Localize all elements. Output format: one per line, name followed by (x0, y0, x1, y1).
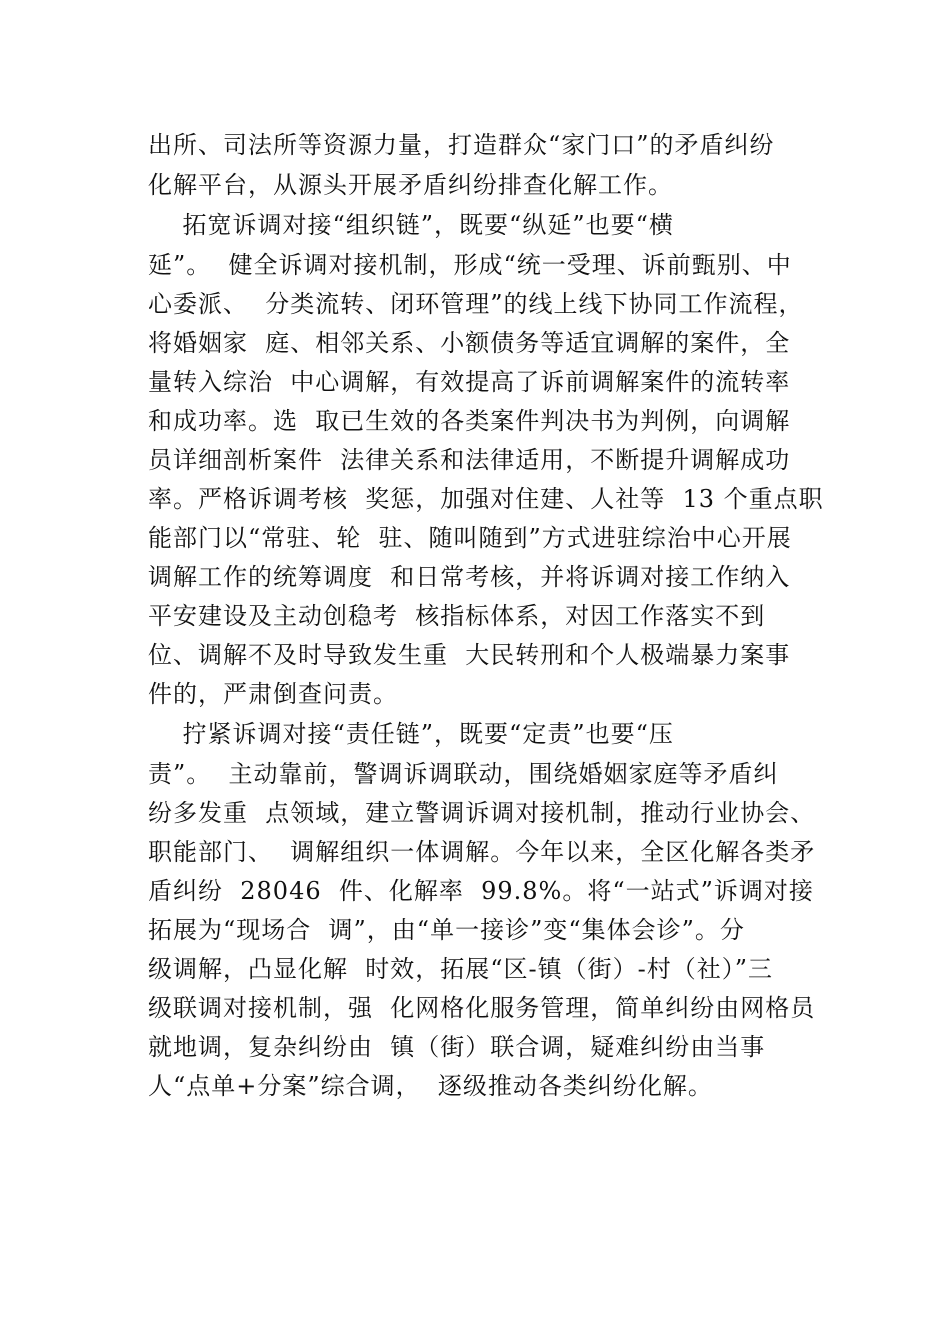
text-line: 量转入综治 中心调解，有效提高了诉前调解案件的流转率 (148, 368, 791, 396)
text-line: 职能部门、 调解组织一体调解。今年以来，全区化解各类矛 (148, 838, 816, 866)
text-line: 率。严格诉调考核 奖惩，加强对住建、人社等 13 个重点职 (148, 485, 824, 513)
text-line: 化解平台，从源头开展矛盾纠纷排查化解工作。 (148, 171, 673, 199)
text-line: 人“点单+分案”综合调， 逐级推动各类纠纷化解。 (148, 1072, 713, 1100)
text-line: 心委派、 分类流转、闭环管理”的线上线下协同工作流程， (148, 290, 804, 318)
text-line: 和成功率。选 取已生效的各类案件判决书为判例，向调解 (148, 407, 791, 435)
text-line: 员详细剖析案件 法律关系和法律适用，不断提升调解成功 (148, 446, 791, 474)
text-line: 延”。 健全诉调对接机制，形成“统一受理、诉前甄别、中 (148, 251, 792, 279)
text-line: 出所、司法所等资源力量，打造群众“家门口”的矛盾纠纷 (148, 131, 775, 159)
text-line: 拧紧诉调对接“责任链”，既要“定责”也要“压 (148, 720, 674, 748)
text-line: 件的，严肃倒查问责。 (148, 680, 398, 708)
text-line: 级联调对接机制，强 化网格化服务管理，简单纠纷由网格员 (148, 994, 816, 1022)
text-line: 级调解，凸显化解 时效，拓展“区-镇（街）-村（社）”三 (148, 955, 774, 983)
text-line: 盾纠纷 28046 件、化解率 99.8%。将“一站式”诉调对接 (148, 877, 814, 905)
text-line: 平安建设及主动创稳考 核指标体系，对因工作落实不到 (148, 602, 766, 630)
text-line: 将婚姻家 庭、相邻关系、小额债务等适宜调解的案件，全 (148, 329, 791, 357)
text-line: 拓展为“现场合 调”，由“单一接诊”变“集体会诊”。分 (148, 916, 745, 944)
text-line: 拓宽诉调对接“组织链”，既要“纵延”也要“横 (148, 211, 674, 239)
text-line: 能部门以“常驻、轮 驻、随叫随到”方式进驻综治中心开展 (148, 524, 792, 552)
text-line: 责”。 主动靠前，警调诉调联动，围绕婚姻家庭等矛盾纠 (148, 760, 779, 788)
text-line: 纷多发重 点领域，建立警调诉调对接机制，推动行业协会、 (148, 799, 816, 827)
text-line: 位、调解不及时导致发生重 大民转刑和个人极端暴力案事 (148, 641, 791, 669)
text-line: 就地调，复杂纠纷由 镇（街）联合调，疑难纠纷由当事 (148, 1033, 766, 1061)
text-line: 调解工作的统筹调度 和日常考核，并将诉调对接工作纳入 (148, 563, 791, 591)
